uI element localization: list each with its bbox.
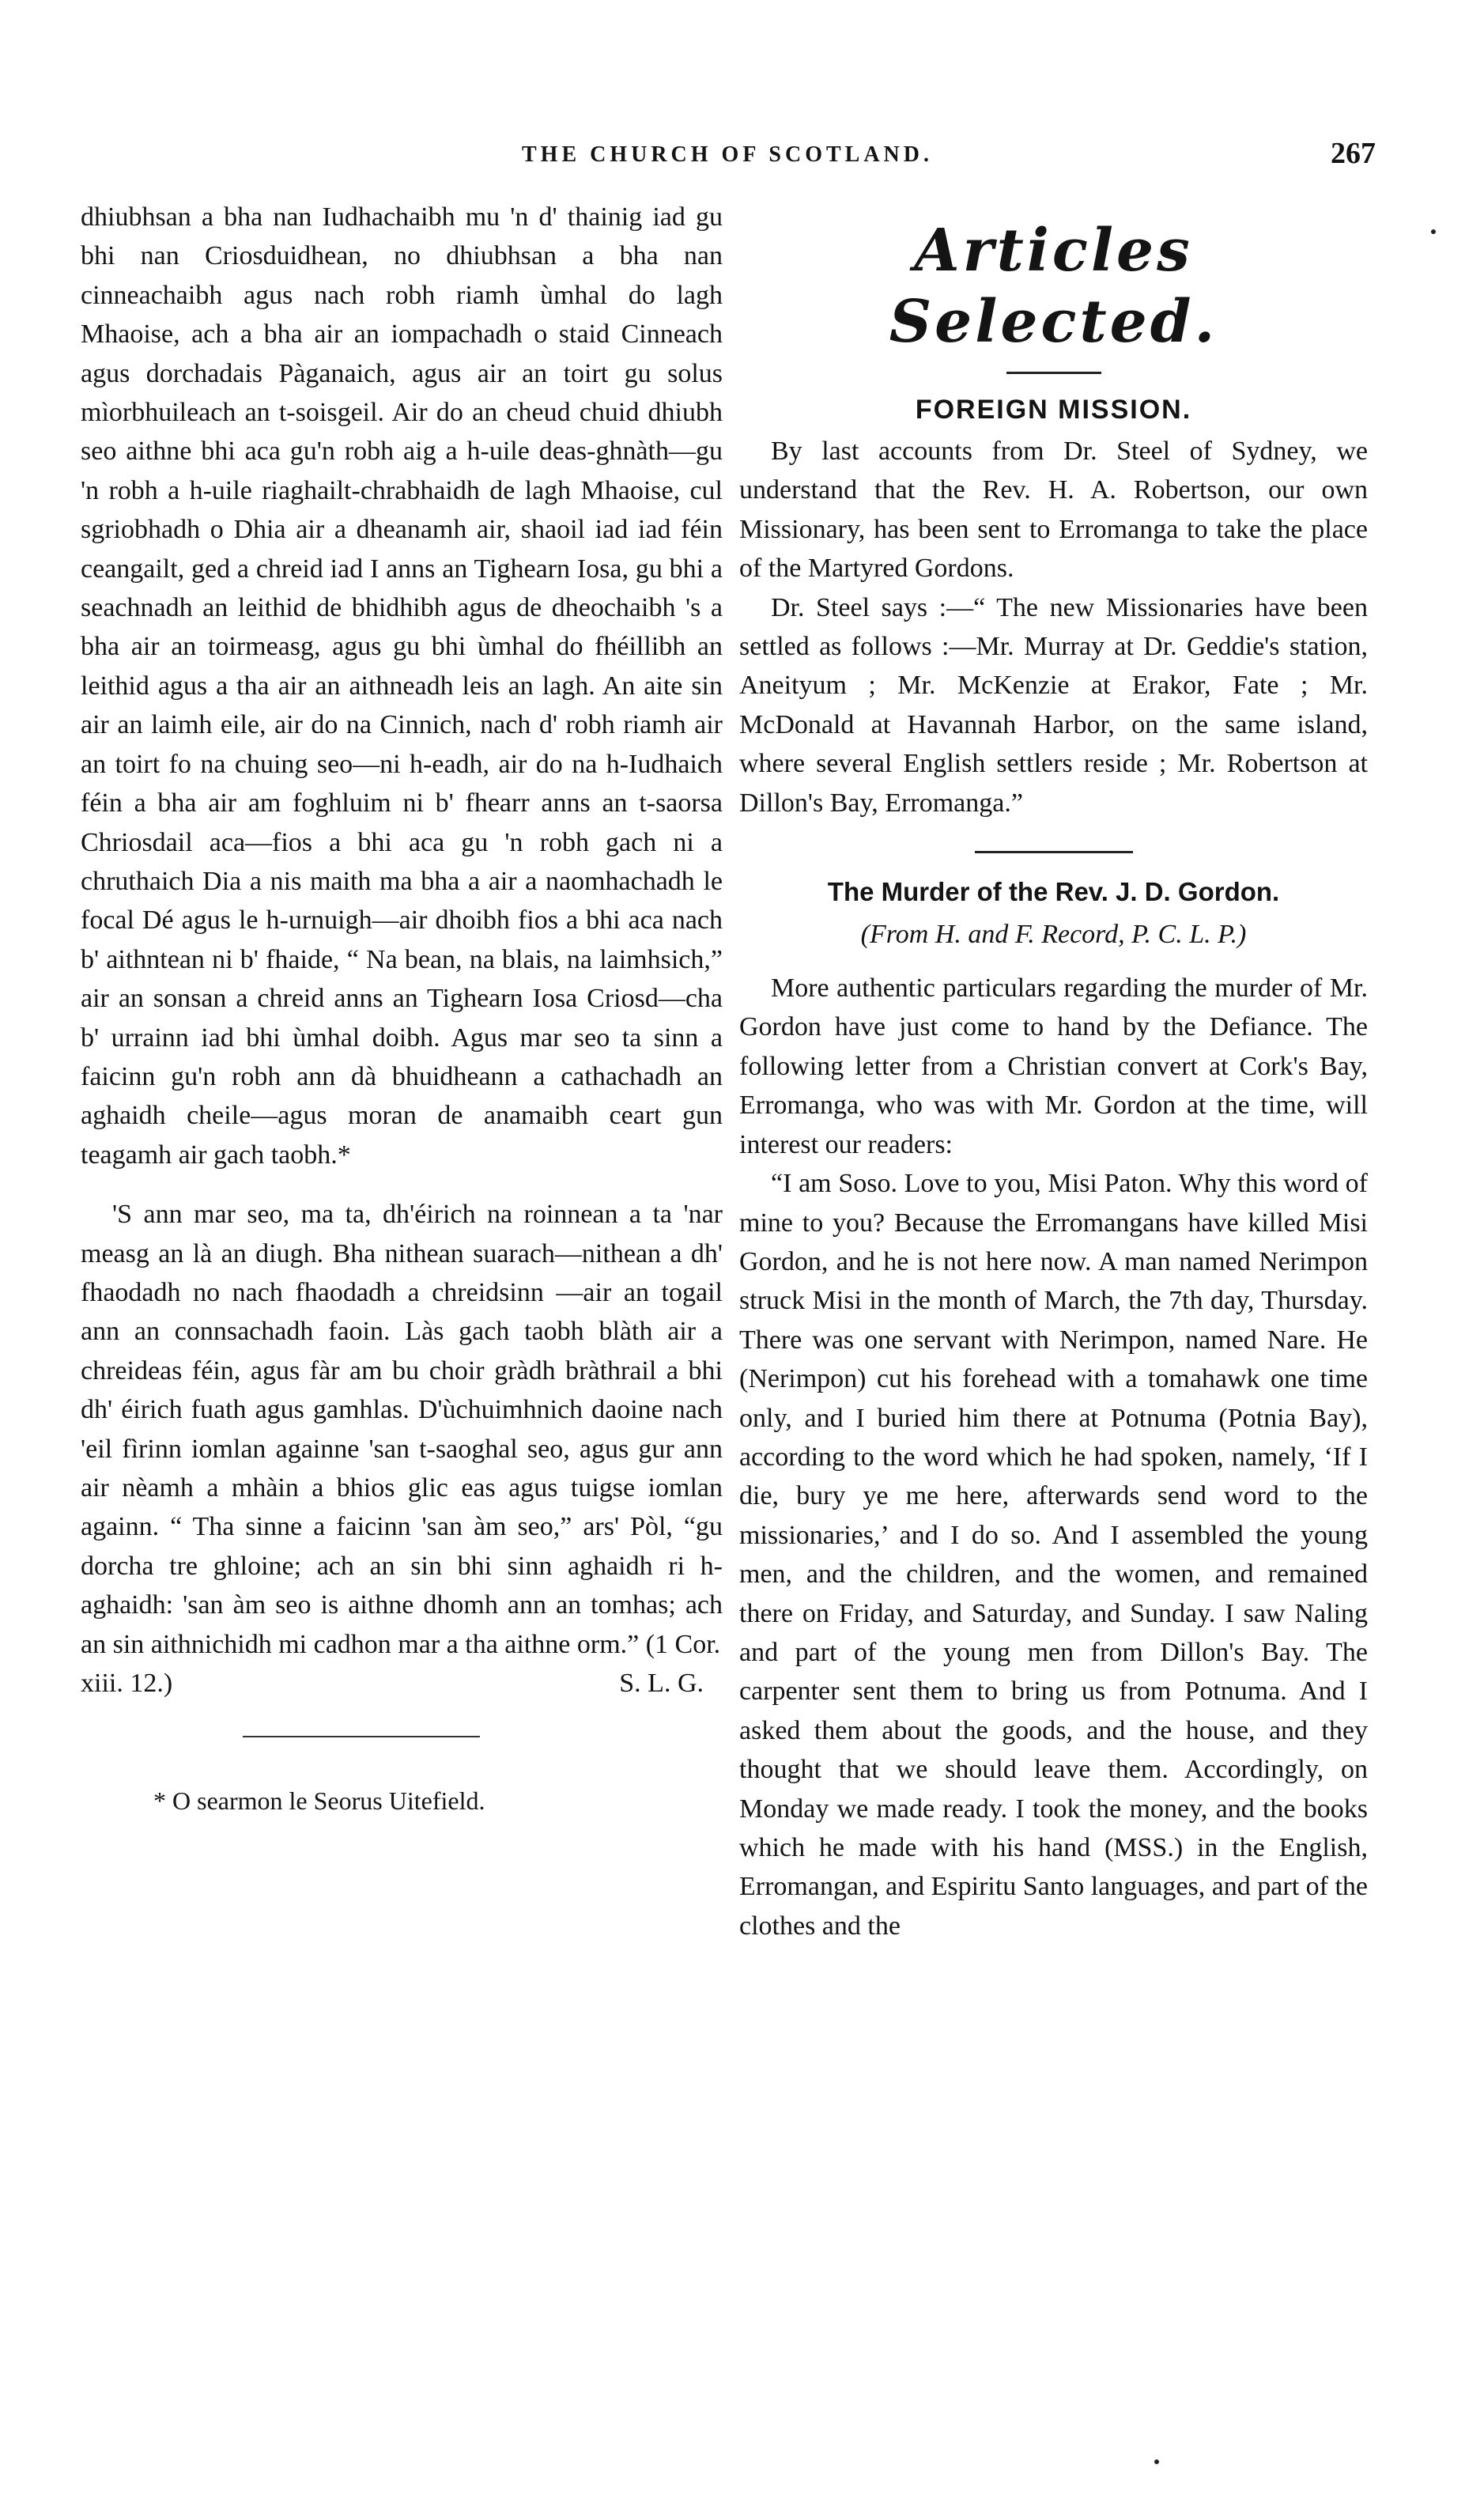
murder-article-title: The Murder of the Rev. J. D. Gordon. [827,877,1280,907]
article-divider [975,851,1133,853]
author-signature: S. L. G. [619,1669,704,1699]
footnote: * O searmon le Seorus Uitefield. [153,1786,485,1816]
foreign-mission-paragraph-2: Dr. Steel says :—“ The new Missionaries have been settled as follows :—Mr. Murray at Dr. Geddie's station, Aneityum ; Mr. McKenzie at Erakor, Fate ; Mr. McDonald at Havannah Harbor, on the same island, where several English settlers reside ; Mr. Robertson at Dillon's Bay, Erromanga.” [739,592,1368,818]
murder-article-paragraph-1: More authentic particulars regarding the murder of Mr. Gordon have just come to hand by the Defiance. The following letter from a Christian convert at Cork's Bay, Erromanga, who was with Mr. Gordon at the time, will interest our readers: [739,973,1368,1159]
citation-signature-row [81,1664,723,1703]
right-column [739,198,1368,1945]
page-number: 267 [1331,137,1376,170]
section-heading: Articles Selected. [889,217,1218,356]
left-column [81,198,723,1816]
foreign-mission-heading: FOREIGN MISSION. [915,395,1192,425]
margin-speck [1154,2459,1159,2464]
article-source: (From H. and F. Record, P. C. L. P.) [860,920,1247,950]
citation-tail: xiii. 12.) [81,1669,173,1699]
gaelic-paragraph-1: dhiubhsan a bha nan Iudhachaibh mu 'n d' thainig iad gu bhi nan Criosduidhean, no dhiubhsan a bha nan cinneachaibh agus nach robh riamh ùmhal do lagh Mhaoise, ach a bha air an iompachadh o staid Cinneach agus dorchadais Pàganaich, agus air an toirt gu solus mìorbhuileach an t-soisgeil. Air do an cheud chuid dhiubh seo aithne bhi aca gu'n robh aig a h-uile deas-ghnàth—gu 'n robh a h-uile riaghailt-chrabhaidh de lagh Mhaoise, cul sgriobhadh o Dhia air a dheanamh air, shaoil iad iad féin ceangailt, ged a chreid iad I anns an Tighearn Iosa, gu bhi a seachnadh an leithid de bhidhibh agus de dheochaibh 's a bha air an toirmeasg, agus gu bhi ùmhal do fhéillibh an leithid agus a tha air an aithneadh leis an lagh. An aite sin air an laimh eile, air do na Cinnich, nach d' robh riamh air an toirt fo na chuing seo—ni h-eadh, air do na h-Iudhaich féin a bha air am foghluim ni b' fhearr anns an t-saorsa Chriosdail aca—fios a bhi aca gu 'n robh gach ni a chruthaich Dia a nis maith ma bha a air a naomhachadh le focal Dé agus le h-urnuigh—air dhoibh fios a bhi aca nach b' aithntean ni b' fhaide, “ Na bean, na blais, na laimhsich,” air an sonsan a chreid anns an Tighearn Iosa Criosd—cha b' urrainn iad bhi ùmhal doibh. Agus mar seo ta sinn a faicinn gu'n robh ann dà bhuidheann a cathachadh an aghaidh cheile—agus moran de anamaibh ceart gun teagamh air gach taobh.* [81,202,723,1170]
foreign-mission-paragraph-1: By last accounts from Dr. Steel of Sydney, we understand that the Rev. H. A. Robertson, our own Missionary, has been sent to Erromanga to take the place of the Martyred Gordons. [739,437,1368,584]
heading-rule [1006,372,1101,374]
gaelic-paragraph-2: 'S ann mar seo, ma ta, dh'éirich na roinnean a ta 'nar measg an là an diugh. Bha nithean suarach—nithean a dh' fhaodadh no nach fhaodadh a chreidsinn —air an togail ann an connsachadh faoin. Làs gach taobh blàth air a chreideas féin, agus fàr am bu choir gràdh bràthrail a bhi dh' éirich fuath agus gamhlas. D'ùchuimhnich daoine nach 'eil fìrinn iomlan againne 'san t-saoghal seo, agus gur ann air nèamh a mhàin a bhios glic eas agus tuigse iomlan againn. “ Tha sinne a faicinn 'san àm seo,” ars' Pòl, “gu dorcha tre ghloine; ach an sin bhi sinn aghaidh ri h-aghaidh: 'san àm seo is aithne dhomh ann an tomhas; ach an sin aithnichidh mi cadhon mar a tha aithne orm.” (1 Cor. [81,1200,723,1659]
running-title: THE CHURCH OF SCOTLAND. [521,142,933,167]
page-header [79,137,1376,190]
margin-speck [1431,229,1436,234]
footnote-rule [243,1736,480,1737]
murder-article-paragraph-2: “I am Soso. Love to you, Misi Paton. Why this word of mine to you? Because the Erromangans have killed Misi Gordon, and he is not here now. A man named Nerimpon struck Misi in the month of March, the 7th day, Thursday. There was one servant with Nerimpon, named Nare. He (Nerimpon) cut his forehead with a tomahawk one time only, and I buried him there at Potnuma (Potnia Bay), according to the word which he had spoken, namely, ‘If I die, bury ye me here, afterwards send word to the missionaries,’ and I do so. And I assembled the young men, and the children, and the women, and remained there on Friday, and Saturday, and Sunday. I saw Naling and part of the young men from Dillon's Bay. The carpenter sent them to bring us from Potnuma. And I asked them about the goods, and the house, and they thought that we should leave them. Accordingly, on Monday we made ready. I took the money, and the books which he made with his hand (MSS.) in the English, Erromangan, and Espiritu Santo languages, and part of the clothes and the [739,1169,1368,1941]
